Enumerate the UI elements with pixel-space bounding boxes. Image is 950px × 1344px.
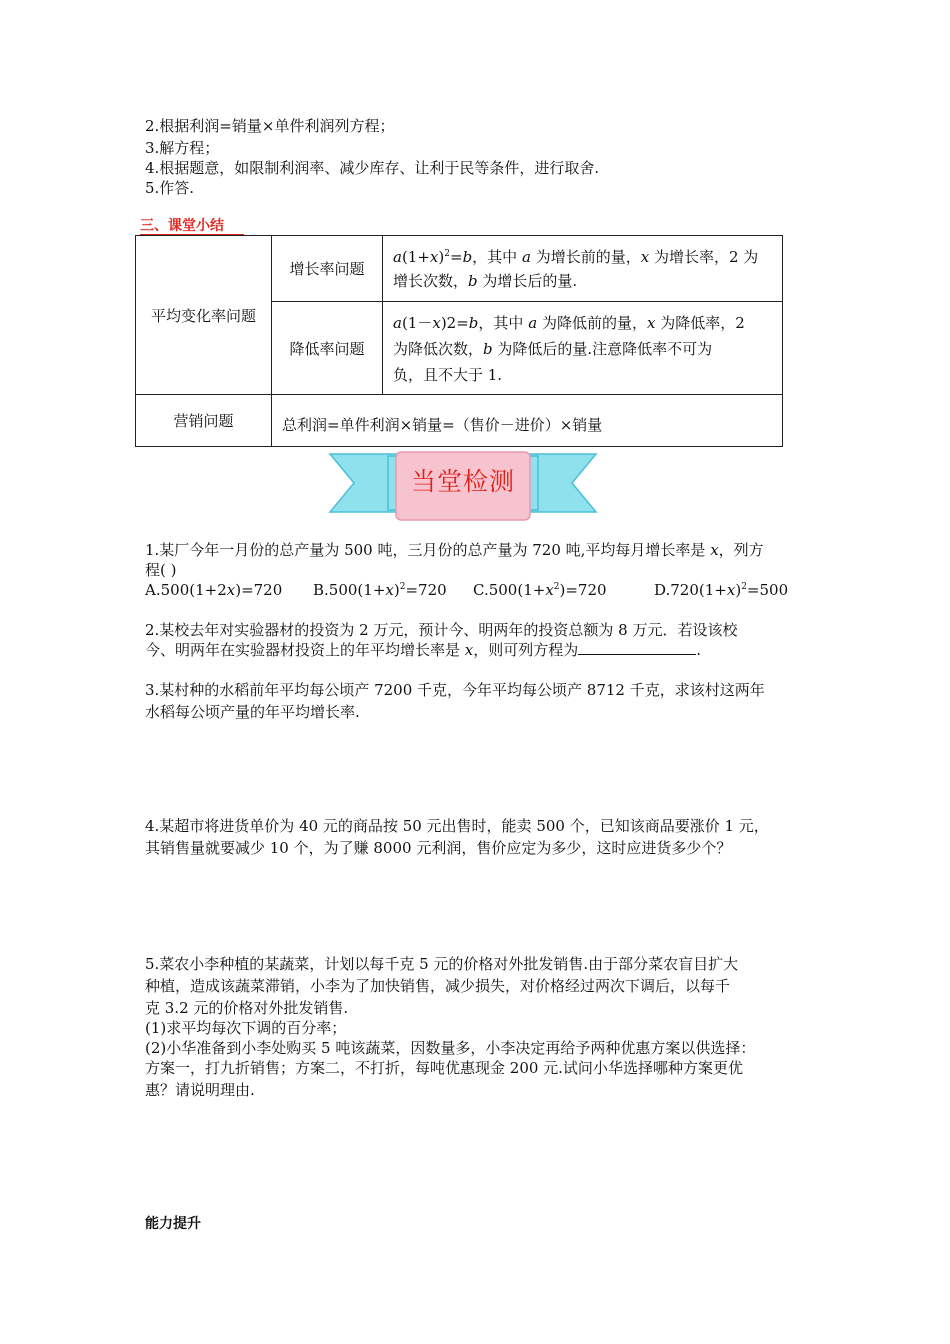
decline-formula-line1: a(1－x)2=b，其中 a 为降低前的量，x 为降低率，2: [393, 314, 745, 332]
q5-line6: 方案一，打九折销售；方案二，不打折，每吨优惠现金 200 元.试问小华选择哪种方案更优: [145, 1059, 743, 1077]
step-2: 2.根据利润=销量×单件利润列方程；: [145, 117, 395, 135]
sales-formula-cell: [272, 395, 783, 447]
decline-label: 降低率问题: [289, 339, 365, 358]
step-5: 5.作答.: [145, 179, 195, 197]
banner-title: 当堂检测: [410, 467, 515, 496]
step-4: 4.根据题意，如限制利润率、减少库存、让利于民等条件，进行取舍.: [145, 159, 600, 177]
growth-label: 增长率问题: [289, 260, 365, 278]
summary-table: [135, 235, 783, 447]
q3-line2: 水稻每公顷产量的年平均增长率.: [145, 703, 360, 721]
step-3: 3.解方程；: [145, 139, 220, 157]
growth-formula-line2: 增长次数，b 为增长后的量.: [393, 271, 578, 290]
q4-line1: 4.某超市将进货单价为 40 元的商品按 50 元出售时，能卖 500 个，已知该商品要涨价 1 元，: [145, 817, 769, 835]
sales-label: 营销问题: [173, 412, 234, 430]
decline-formula-cell: [383, 302, 783, 395]
summary-heading: 三、课堂小结: [140, 218, 224, 234]
sales-formula: 总利润=单件利润×销量=（售价－进价）×销量: [282, 416, 603, 434]
growth-formula-line1: $a(1+x)^2=b$，其中 a 为增长前的量，x 为增长率，2 为: [393, 247, 759, 266]
q5-line5: (2)小华准备到小李处购买 5 吨该蔬菜，因数量多，小李决定再给予两种优惠方案以供选择：: [145, 1039, 756, 1057]
q4-line2: 其销售量就要减少 10 个，为了赚 8000 元利润，售价应定为多少，这时应进货多少个？: [145, 839, 732, 857]
q1-line2: 程( ): [145, 561, 177, 579]
avg-rate-label: 平均变化率问题: [150, 306, 256, 325]
avg-rate-label-cell: [136, 236, 272, 395]
q1-line1: 1.某厂今年一月份的总产量为 500 吨，三月份的总产量为 720 吨,平均每月增长率是 x，列方: [145, 541, 764, 559]
q2-line1: 2.某校去年对实验器材的投资为 2 万元，预计今、明两年的投资总额为 8 万元．若设该校: [145, 621, 738, 639]
decline-formula-line2: 为降低次数，b 为降低后的量.注意降低率不可为: [393, 340, 713, 358]
q1-option-c: $C.500(1+x^2)=720$: [473, 581, 607, 599]
q2-line2: 今、明两年在实验器材投资上的年平均增长率是 x，则可列方程为 .: [145, 641, 702, 659]
q1-option-b: $B.500(1+x)^2=720$: [313, 581, 447, 599]
q5-line4: (1)求平均每次下调的百分率；: [145, 1019, 347, 1037]
q3-line1: 3.某村种的水稻前年平均每公顷产 7200 千克，今年平均每公顷产 8712 千克，求该村这两年: [145, 681, 765, 699]
sales-label-cell: [136, 395, 272, 447]
q1-option-a: A.500(1+2x)=720: [145, 581, 283, 599]
decline-formula-line3: 负，且不大于 1.: [393, 366, 503, 384]
decline-label-cell: [272, 302, 383, 395]
ability-heading: 能力提升: [145, 1216, 201, 1232]
q5-line2: 种植，造成该蔬菜滞销，小李为了加快销售，减少损失，对价格经过两次下调后，以每千: [145, 977, 731, 995]
q1-option-d: $D.720(1+x)^2=500$: [654, 581, 789, 599]
growth-formula-cell: [383, 236, 783, 302]
q2-answer-blank[interactable]: [578, 640, 696, 655]
growth-label-cell: [272, 236, 383, 302]
q5-line3: 克 3.2 元的价格对外批发销售.: [145, 999, 349, 1017]
q5-line7: 惠？请说明理由.: [145, 1081, 255, 1099]
q5-line1: 5.菜农小李种植的某蔬菜，计划以每千克 5 元的价格对外批发销售.由于部分菜农盲目扩大: [145, 955, 739, 973]
